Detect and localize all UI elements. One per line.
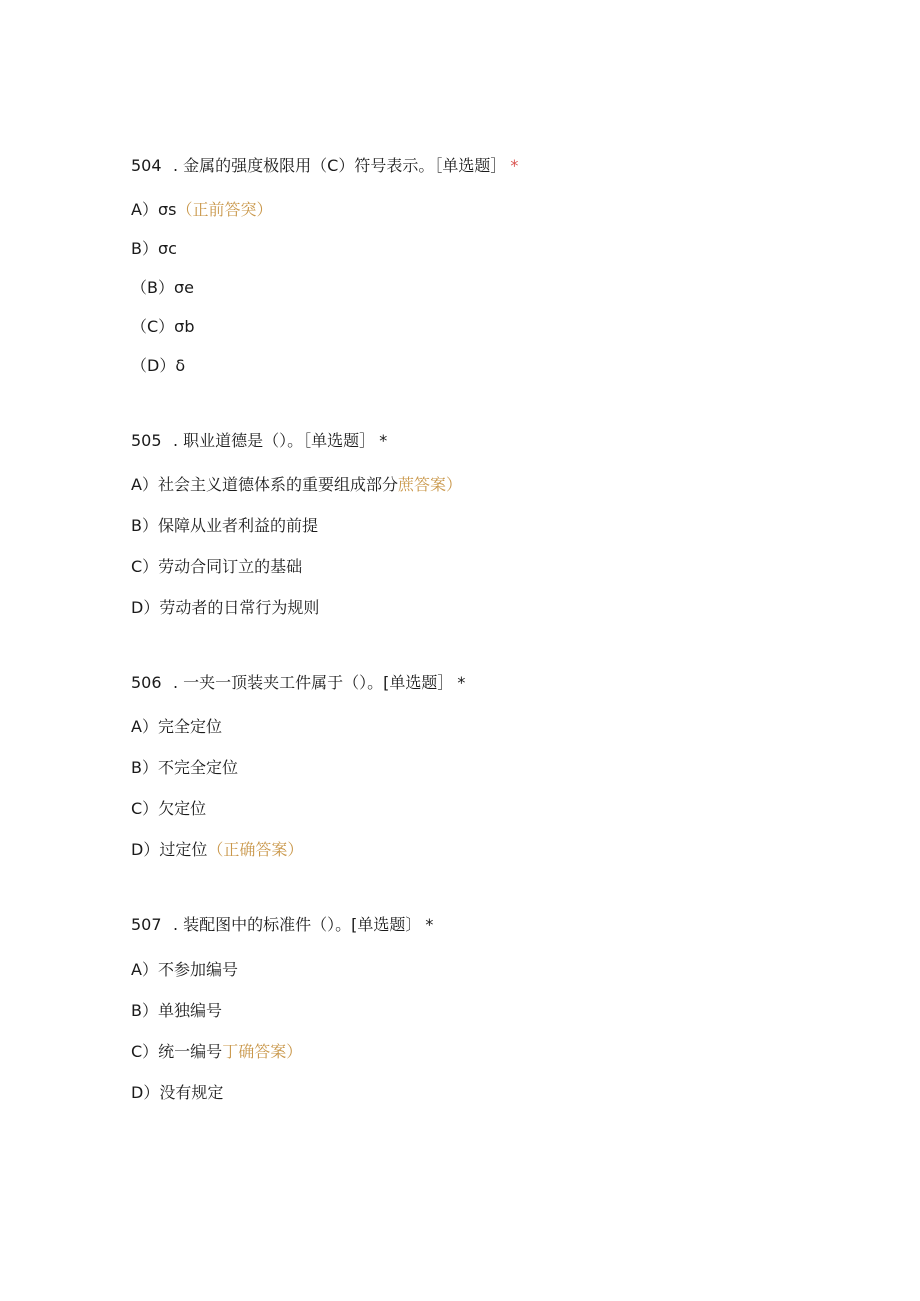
question-title <box>131 672 831 694</box>
option-c[interactable] <box>131 798 831 820</box>
correct-answer-mark: 蔗答案） <box>397 475 462 494</box>
option-label: D）劳动者的日常行为规则 <box>131 598 320 617</box>
option-b[interactable] <box>131 757 831 779</box>
option-a[interactable] <box>131 959 831 981</box>
option-label: B）保障从业者利益的前提 <box>131 516 318 535</box>
option-label: D）过定位 <box>131 840 208 859</box>
option-c[interactable] <box>131 1041 831 1063</box>
option-d[interactable] <box>131 839 831 861</box>
question-text: . 装配图中的标准件（）。[单选题〕 <box>173 915 422 934</box>
question-title <box>131 430 831 452</box>
option-label: A）社会主义道德体系的重要组成部分 <box>131 475 398 494</box>
option-a[interactable] <box>131 199 831 221</box>
question-504 <box>131 155 831 377</box>
option-b[interactable] <box>131 238 831 260</box>
question-number: 504 <box>131 156 162 175</box>
option-label: B）σc <box>131 239 177 258</box>
question-505 <box>131 430 831 619</box>
question-text: . 职业道德是（）。［单选题］ <box>173 431 376 450</box>
option-label: C）欠定位 <box>131 799 207 818</box>
option-label: （C）σb <box>131 317 195 336</box>
option-c[interactable] <box>131 277 831 299</box>
option-c[interactable] <box>131 556 831 578</box>
option-label: （B）σe <box>131 278 194 297</box>
question-number: 505 <box>131 431 162 450</box>
option-e[interactable] <box>131 355 831 377</box>
question-number: 506 <box>131 673 162 692</box>
option-label: A）完全定位 <box>131 717 222 736</box>
correct-answer-mark: （正确答案） <box>207 840 304 859</box>
option-label: B）单独编号 <box>131 1001 222 1020</box>
question-text: . 金属的强度极限用（C）符号表示。［单选题］ <box>173 156 507 175</box>
option-list <box>131 474 831 619</box>
question-506 <box>131 672 831 861</box>
option-d[interactable] <box>131 316 831 338</box>
option-label: D）没有规定 <box>131 1083 224 1102</box>
correct-answer-mark: 丁确答案） <box>222 1042 303 1061</box>
required-star: * <box>510 156 519 175</box>
option-label: A）不参加编号 <box>131 960 238 979</box>
option-list <box>131 199 831 377</box>
question-title <box>131 914 831 936</box>
required-star: * <box>379 431 388 450</box>
option-label: C）劳动合同订立的基础 <box>131 557 303 576</box>
option-label: B）不完全定位 <box>131 758 238 777</box>
option-d[interactable] <box>131 597 831 619</box>
required-star: * <box>425 915 434 934</box>
question-507 <box>131 914 831 1104</box>
option-b[interactable] <box>131 515 831 537</box>
option-b[interactable] <box>131 1000 831 1022</box>
question-text: . 一夹一顶装夹工件属于（）。[单选题］ <box>173 673 454 692</box>
correct-answer-mark: （正前答突） <box>176 200 273 219</box>
option-d[interactable] <box>131 1082 831 1104</box>
option-label: （D）δ <box>131 356 186 375</box>
option-list <box>131 716 831 861</box>
question-number: 507 <box>131 915 162 934</box>
option-label: C）统一编号 <box>131 1042 223 1061</box>
option-a[interactable] <box>131 716 831 738</box>
option-a[interactable] <box>131 474 831 496</box>
required-star: * <box>457 673 466 692</box>
option-label: A）σs <box>131 200 177 219</box>
option-list <box>131 959 831 1104</box>
question-title <box>131 155 831 177</box>
